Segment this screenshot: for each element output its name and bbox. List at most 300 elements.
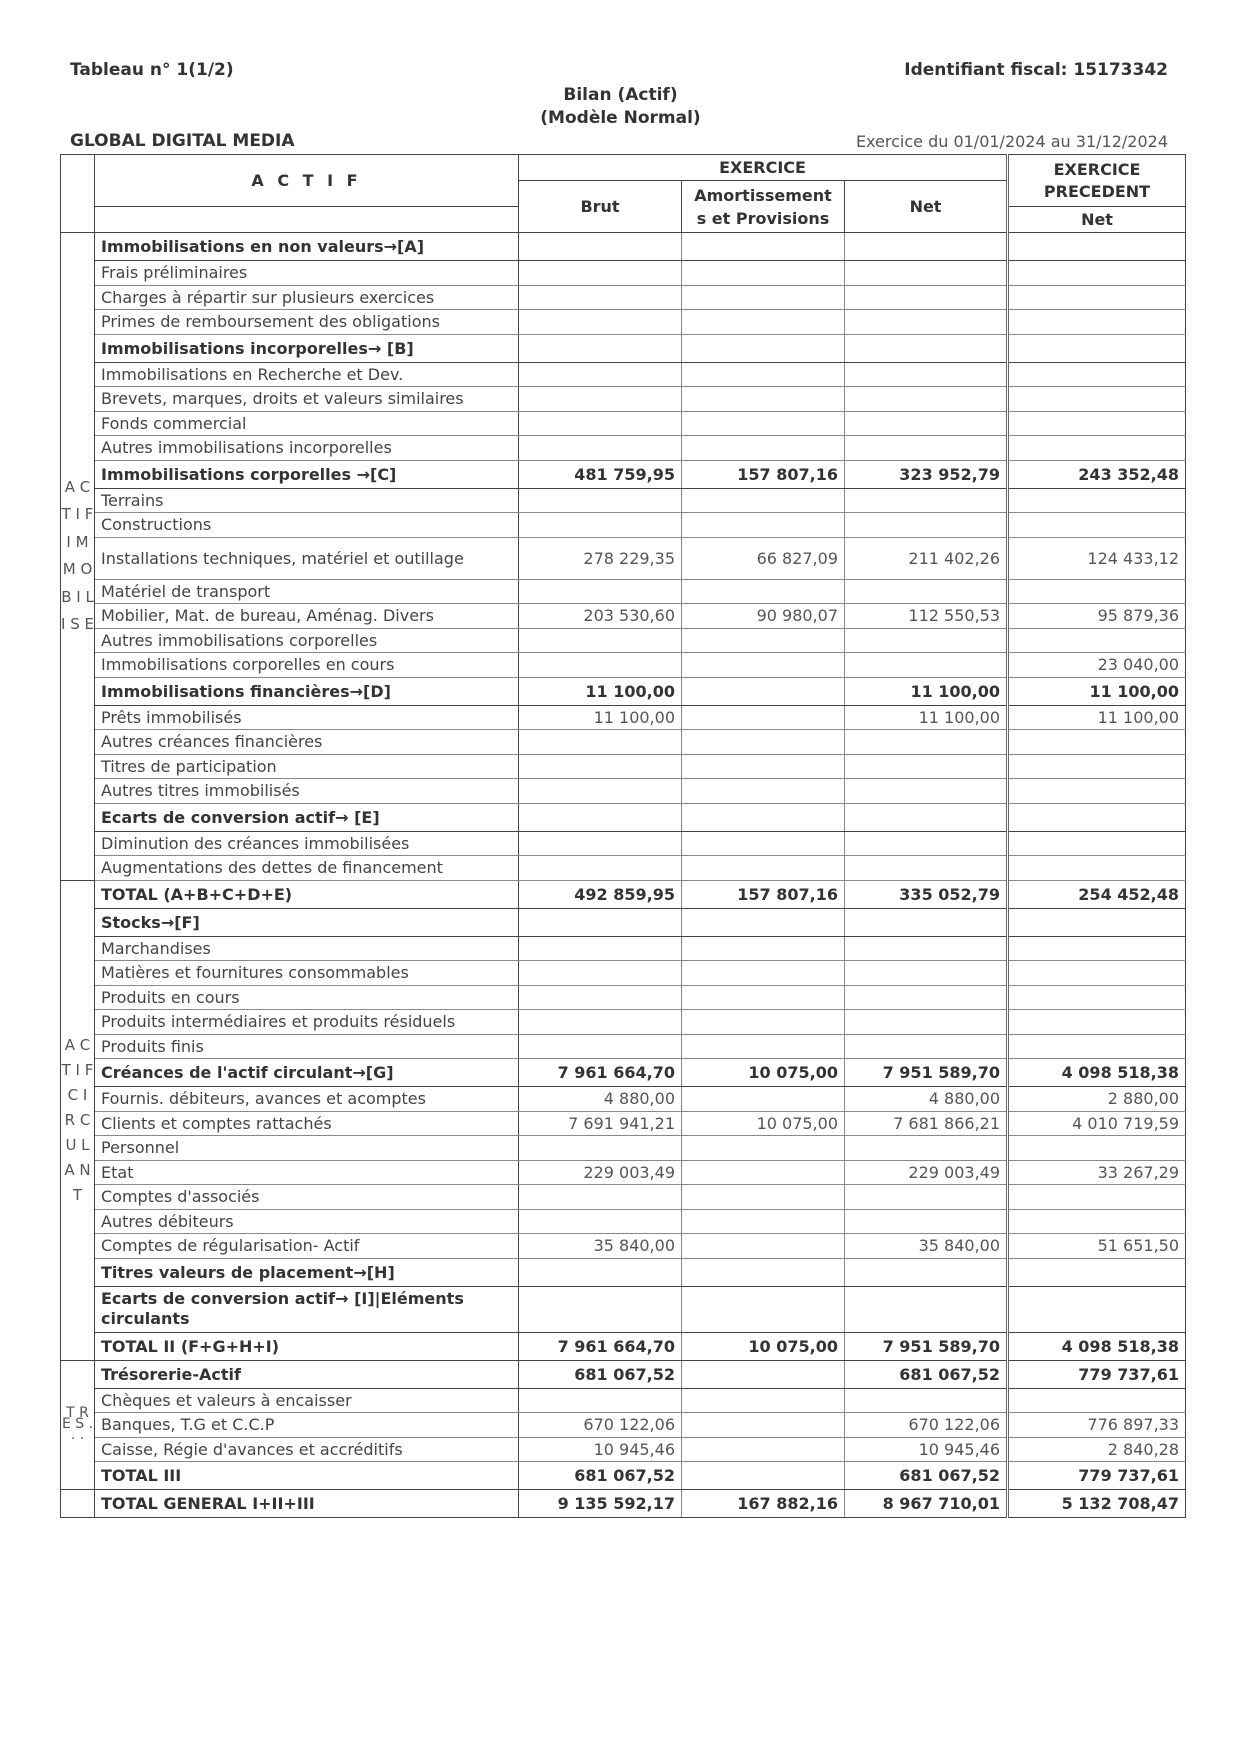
amort-cell [682,1185,845,1210]
document-subtitle: (Modèle Normal) [540,108,701,128]
row-label: Matériel de transport [95,579,519,604]
prev-cell [1008,579,1186,604]
net-cell [845,803,1008,831]
net-cell [845,579,1008,604]
net-cell: 35 840,00 [845,1234,1008,1259]
prev-cell [1008,411,1186,436]
brut-cell: 481 759,95 [519,460,682,488]
amort-cell [682,653,845,678]
row-label: Mobilier, Mat. de bureau, Aménag. Divers [95,604,519,629]
brut-cell: 492 859,95 [519,880,682,908]
table-row [61,1437,1186,1462]
row-label: Fonds commercial [95,411,519,436]
brut-cell [519,730,682,755]
prev-cell [1008,513,1186,538]
brut-cell [519,985,682,1010]
table-row [61,1286,1186,1332]
row-label: Créances de l'actif circulant→[G] [95,1059,519,1087]
net-cell: 681 067,52 [845,1462,1008,1490]
net-cell [845,233,1008,261]
brut-cell: 278 229,35 [519,537,682,579]
row-label: Autres créances financières [95,730,519,755]
prev-cell [1008,803,1186,831]
amort-cell [682,1160,845,1185]
amort-cell: 10 075,00 [682,1332,845,1360]
net-cell [845,730,1008,755]
net-cell [845,754,1008,779]
row-label: Immobilisations en non valeurs→[A] [95,233,519,261]
prev-cell [1008,936,1186,961]
row-label: Autres immobilisations corporelles [95,628,519,653]
amort-cell [682,1462,845,1490]
amort-cell [682,831,845,856]
amort-cell [682,362,845,387]
table-row [61,803,1186,831]
brut-cell [519,488,682,513]
prev-cell: 4 098 518,38 [1008,1332,1186,1360]
amort-cell [682,387,845,412]
row-label: Produits finis [95,1034,519,1059]
amort-cell [682,779,845,804]
table-row [61,387,1186,412]
row-label: Augmentations des dettes de financement [95,856,519,881]
brut-cell [519,628,682,653]
net-cell [845,261,1008,286]
brut-cell [519,908,682,936]
row-label: Brevets, marques, droits et valeurs similaires [95,387,519,412]
exercice-header: EXERCICE [519,155,1008,181]
brut-cell [519,285,682,310]
table-row [61,362,1186,387]
table-row [61,1234,1186,1259]
net-cell: 10 945,46 [845,1437,1008,1462]
row-label: Matières et fournitures consommables [95,961,519,986]
brut-cell [519,362,682,387]
net-cell [845,628,1008,653]
table-row [61,1258,1186,1286]
amort-cell [682,334,845,362]
table-row [61,1010,1186,1035]
brut-cell: 11 100,00 [519,705,682,730]
table-row [61,1111,1186,1136]
brut-cell [519,653,682,678]
amort-cell [682,1136,845,1161]
row-label: Immobilisations corporelles →[C] [95,460,519,488]
brut-cell [519,436,682,461]
table-row [61,436,1186,461]
row-label: Autres titres immobilisés [95,779,519,804]
amort-cell [682,1388,845,1413]
amort-cell [682,1209,845,1234]
amort-cell [682,628,845,653]
amort-cell [682,1360,845,1388]
prev-cell [1008,779,1186,804]
net-cell [845,1286,1008,1332]
amort-cell [682,936,845,961]
amort-cell [682,488,845,513]
amort-cell [682,908,845,936]
net-cell [845,362,1008,387]
prev-cell [1008,334,1186,362]
net-header: Net [845,181,1008,233]
prev-cell [1008,436,1186,461]
prev-cell [1008,387,1186,412]
table-row [61,1413,1186,1438]
brut-cell: 4 880,00 [519,1087,682,1112]
brut-cell: 681 067,52 [519,1462,682,1490]
net-cell [845,334,1008,362]
side-header-cell [61,155,95,233]
net-cell [845,936,1008,961]
row-label: TOTAL II (F+G+H+I) [95,1332,519,1360]
prev-cell: 779 737,61 [1008,1360,1186,1388]
amort-cell [682,411,845,436]
prev-cell [1008,1388,1186,1413]
prev-cell [1008,1034,1186,1059]
row-label: Clients et comptes rattachés [95,1111,519,1136]
actif-header: A C T I F [95,155,519,207]
row-label: Titres valeurs de placement→[H] [95,1258,519,1286]
net-cell: 11 100,00 [845,705,1008,730]
brut-cell [519,1136,682,1161]
net-cell [845,285,1008,310]
table-row [61,285,1186,310]
prev-cell [1008,1010,1186,1035]
brut-header: Brut [519,181,682,233]
amort-cell [682,754,845,779]
brut-cell: 9 135 592,17 [519,1490,682,1518]
net-cell: 112 550,53 [845,604,1008,629]
amort-cell: 157 807,16 [682,460,845,488]
net-cell: 7 681 866,21 [845,1111,1008,1136]
row-label: Marchandises [95,936,519,961]
prev-cell [1008,985,1186,1010]
amort-cell [682,1258,845,1286]
tableau-number: Tableau n° 1(1/2) [70,60,234,80]
net-cell [845,856,1008,881]
prev-cell: 2 840,28 [1008,1437,1186,1462]
row-label: Stocks→[F] [95,908,519,936]
prev-cell [1008,754,1186,779]
row-label: Personnel [95,1136,519,1161]
net-cell [845,1185,1008,1210]
table-row [61,961,1186,986]
amort-cell: 10 075,00 [682,1059,845,1087]
table-row [61,1388,1186,1413]
table-row [61,579,1186,604]
net-cell [845,1034,1008,1059]
prev-cell [1008,1286,1186,1332]
table-row [61,754,1186,779]
brut-cell [519,513,682,538]
document-title: Bilan (Actif) [563,85,678,105]
table-row [61,677,1186,705]
prev-cell [1008,856,1186,881]
prev-cell: 11 100,00 [1008,705,1186,730]
brut-cell [519,831,682,856]
net-cell [845,1209,1008,1234]
row-label: Produits en cours [95,985,519,1010]
amort-header: Amortissement s et Provisions [682,181,845,233]
brut-cell: 7 961 664,70 [519,1332,682,1360]
net-cell [845,436,1008,461]
row-label: TOTAL III [95,1462,519,1490]
brut-cell: 7 961 664,70 [519,1059,682,1087]
prev-cell [1008,1209,1186,1234]
prev-cell: 5 132 708,47 [1008,1490,1186,1518]
exercice-precedent-header: EXERCICE PRECEDENT [1008,155,1186,207]
prev-cell: 124 433,12 [1008,537,1186,579]
amort-cell [682,285,845,310]
amort-cell [682,705,845,730]
table-row [61,1160,1186,1185]
net-cell [845,961,1008,986]
row-label: Immobilisations financières→[D] [95,677,519,705]
prev-cell: 11 100,00 [1008,677,1186,705]
row-label: Constructions [95,513,519,538]
net-cell: 681 067,52 [845,1360,1008,1388]
prev-cell [1008,1258,1186,1286]
brut-cell [519,936,682,961]
row-label: Installations techniques, matériel et outillage [95,537,519,579]
net-cell [845,513,1008,538]
table-row [61,334,1186,362]
net-cell [845,779,1008,804]
table-row [61,1490,1186,1518]
prev-cell: 33 267,29 [1008,1160,1186,1185]
amort-cell [682,730,845,755]
row-label: Chèques et valeurs à encaisser [95,1388,519,1413]
amort-cell [682,1087,845,1112]
amort-cell [682,1234,845,1259]
prev-cell [1008,310,1186,335]
row-label: Fournis. débiteurs, avances et acomptes [95,1087,519,1112]
table-row [61,779,1186,804]
brut-cell: 203 530,60 [519,604,682,629]
amort-cell [682,1437,845,1462]
brut-cell [519,1185,682,1210]
row-label: TOTAL GENERAL I+II+III [95,1490,519,1518]
net-cell [845,1010,1008,1035]
net-cell [845,831,1008,856]
prev-cell [1008,730,1186,755]
brut-cell: 229 003,49 [519,1160,682,1185]
brut-cell [519,803,682,831]
amort-cell: 157 807,16 [682,880,845,908]
brut-cell: 10 945,46 [519,1437,682,1462]
table-row [61,985,1186,1010]
row-label: Banques, T.G et C.C.P [95,1413,519,1438]
row-label: TOTAL (A+B+C+D+E) [95,880,519,908]
table-row [61,1087,1186,1112]
row-label: Terrains [95,488,519,513]
row-label: Etat [95,1160,519,1185]
amort-cell [682,1413,845,1438]
prev-cell [1008,628,1186,653]
amort-cell: 10 075,00 [682,1111,845,1136]
prev-cell: 4 010 719,59 [1008,1111,1186,1136]
brut-cell [519,1209,682,1234]
net-cell [845,387,1008,412]
brut-cell: 670 122,06 [519,1413,682,1438]
brut-cell [519,961,682,986]
row-label: Caisse, Régie d'avances et accréditifs [95,1437,519,1462]
table-row [61,730,1186,755]
net-cell: 7 951 589,70 [845,1332,1008,1360]
brut-cell [519,856,682,881]
brut-cell [519,1286,682,1332]
table-row [61,1360,1186,1388]
brut-cell [519,310,682,335]
row-label: Diminution des créances immobilisées [95,831,519,856]
brut-cell: 35 840,00 [519,1234,682,1259]
row-label: Titres de participation [95,754,519,779]
brut-cell [519,411,682,436]
prev-cell [1008,831,1186,856]
prev-cell: 4 098 518,38 [1008,1059,1186,1087]
row-label: Comptes de régularisation- Actif [95,1234,519,1259]
table-row [61,1059,1186,1087]
fiscal-identifier: Identifiant fiscal: 15173342 [904,60,1168,80]
prev-cell [1008,908,1186,936]
row-label: Trésorerie-Actif [95,1360,519,1388]
net-cell [845,488,1008,513]
row-label: Charges à répartir sur plusieurs exercices [95,285,519,310]
table-row [61,604,1186,629]
amort-cell: 66 827,09 [682,537,845,579]
side-label-actif-circulant: A C T I F C I R C U L A N T [61,880,95,1360]
prev-cell: 95 879,36 [1008,604,1186,629]
prev-cell [1008,1136,1186,1161]
amort-cell [682,1010,845,1035]
bilan-actif-table [60,154,1186,1518]
table-row [61,488,1186,513]
net-cell [845,310,1008,335]
amort-cell [682,856,845,881]
prev-cell: 779 737,61 [1008,1462,1186,1490]
brut-cell: 681 067,52 [519,1360,682,1388]
net-cell: 323 952,79 [845,460,1008,488]
table-row [61,1209,1186,1234]
amort-cell [682,233,845,261]
net-cell: 11 100,00 [845,677,1008,705]
table-row [61,460,1186,488]
brut-cell [519,779,682,804]
amort-cell [682,803,845,831]
amort-cell [682,677,845,705]
brut-cell: 11 100,00 [519,677,682,705]
brut-cell [519,1034,682,1059]
table-row [61,936,1186,961]
prev-cell: 51 651,50 [1008,1234,1186,1259]
table-row [61,537,1186,579]
company-name: GLOBAL DIGITAL MEDIA [70,131,295,151]
brut-cell [519,334,682,362]
row-label: Ecarts de conversion actif→ [E] [95,803,519,831]
amort-cell: 90 980,07 [682,604,845,629]
prev-cell: 776 897,33 [1008,1413,1186,1438]
side-label-tresorerie: T R E S . . . [61,1360,95,1490]
table-row [61,628,1186,653]
brut-cell [519,579,682,604]
row-label: Primes de remboursement des obligations [95,310,519,335]
net-cell [845,985,1008,1010]
brut-cell [519,387,682,412]
row-label: Immobilisations en Recherche et Dev. [95,362,519,387]
table-row [61,653,1186,678]
side-label-actif-immobilise: A C T I F I M M O B I L I S E [61,233,95,881]
row-label: Immobilisations incorporelles→ [B] [95,334,519,362]
row-label: Comptes d'associés [95,1185,519,1210]
prev-cell [1008,233,1186,261]
brut-cell: 7 691 941,21 [519,1111,682,1136]
table-row [61,856,1186,881]
row-label: Autres immobilisations incorporelles [95,436,519,461]
prev-cell: 243 352,48 [1008,460,1186,488]
actif-header-spacer [95,207,519,233]
amort-cell: 167 882,16 [682,1490,845,1518]
table-row [61,908,1186,936]
table-row [61,411,1186,436]
amort-cell [682,436,845,461]
amort-cell [682,961,845,986]
row-label: Prêts immobilisés [95,705,519,730]
brut-cell [519,1388,682,1413]
table-row [61,831,1186,856]
table-row [61,1185,1186,1210]
net-cell: 7 951 589,70 [845,1059,1008,1087]
net-cell [845,1388,1008,1413]
net-cell: 670 122,06 [845,1413,1008,1438]
brut-cell [519,233,682,261]
table-row [61,233,1186,261]
row-label: Frais préliminaires [95,261,519,286]
side-label-empty [61,1490,95,1518]
net-cell: 4 880,00 [845,1087,1008,1112]
net-cell [845,1136,1008,1161]
prev-cell [1008,285,1186,310]
row-label: Immobilisations corporelles en cours [95,653,519,678]
net-cell [845,908,1008,936]
table-row [61,880,1186,908]
amort-cell [682,261,845,286]
brut-cell [519,1010,682,1035]
prev-cell: 2 880,00 [1008,1087,1186,1112]
brut-cell [519,261,682,286]
prev-cell: 254 452,48 [1008,880,1186,908]
prev-cell [1008,488,1186,513]
brut-cell [519,1258,682,1286]
row-label: Autres débiteurs [95,1209,519,1234]
row-label: Ecarts de conversion actif→ [I]|Eléments circulants [95,1286,519,1332]
amort-cell [682,579,845,604]
prev-cell [1008,261,1186,286]
table-row [61,513,1186,538]
net-cell [845,1258,1008,1286]
table-row [61,1136,1186,1161]
table-row [61,310,1186,335]
brut-cell [519,754,682,779]
prev-cell [1008,362,1186,387]
exercice-period: Exercice du 01/01/2024 au 31/12/2024 [855,132,1168,151]
amort-cell [682,1286,845,1332]
prev-cell [1008,1185,1186,1210]
net-cell [845,653,1008,678]
amort-cell [682,985,845,1010]
net-cell [845,411,1008,436]
table-row [61,705,1186,730]
net-cell: 211 402,26 [845,537,1008,579]
